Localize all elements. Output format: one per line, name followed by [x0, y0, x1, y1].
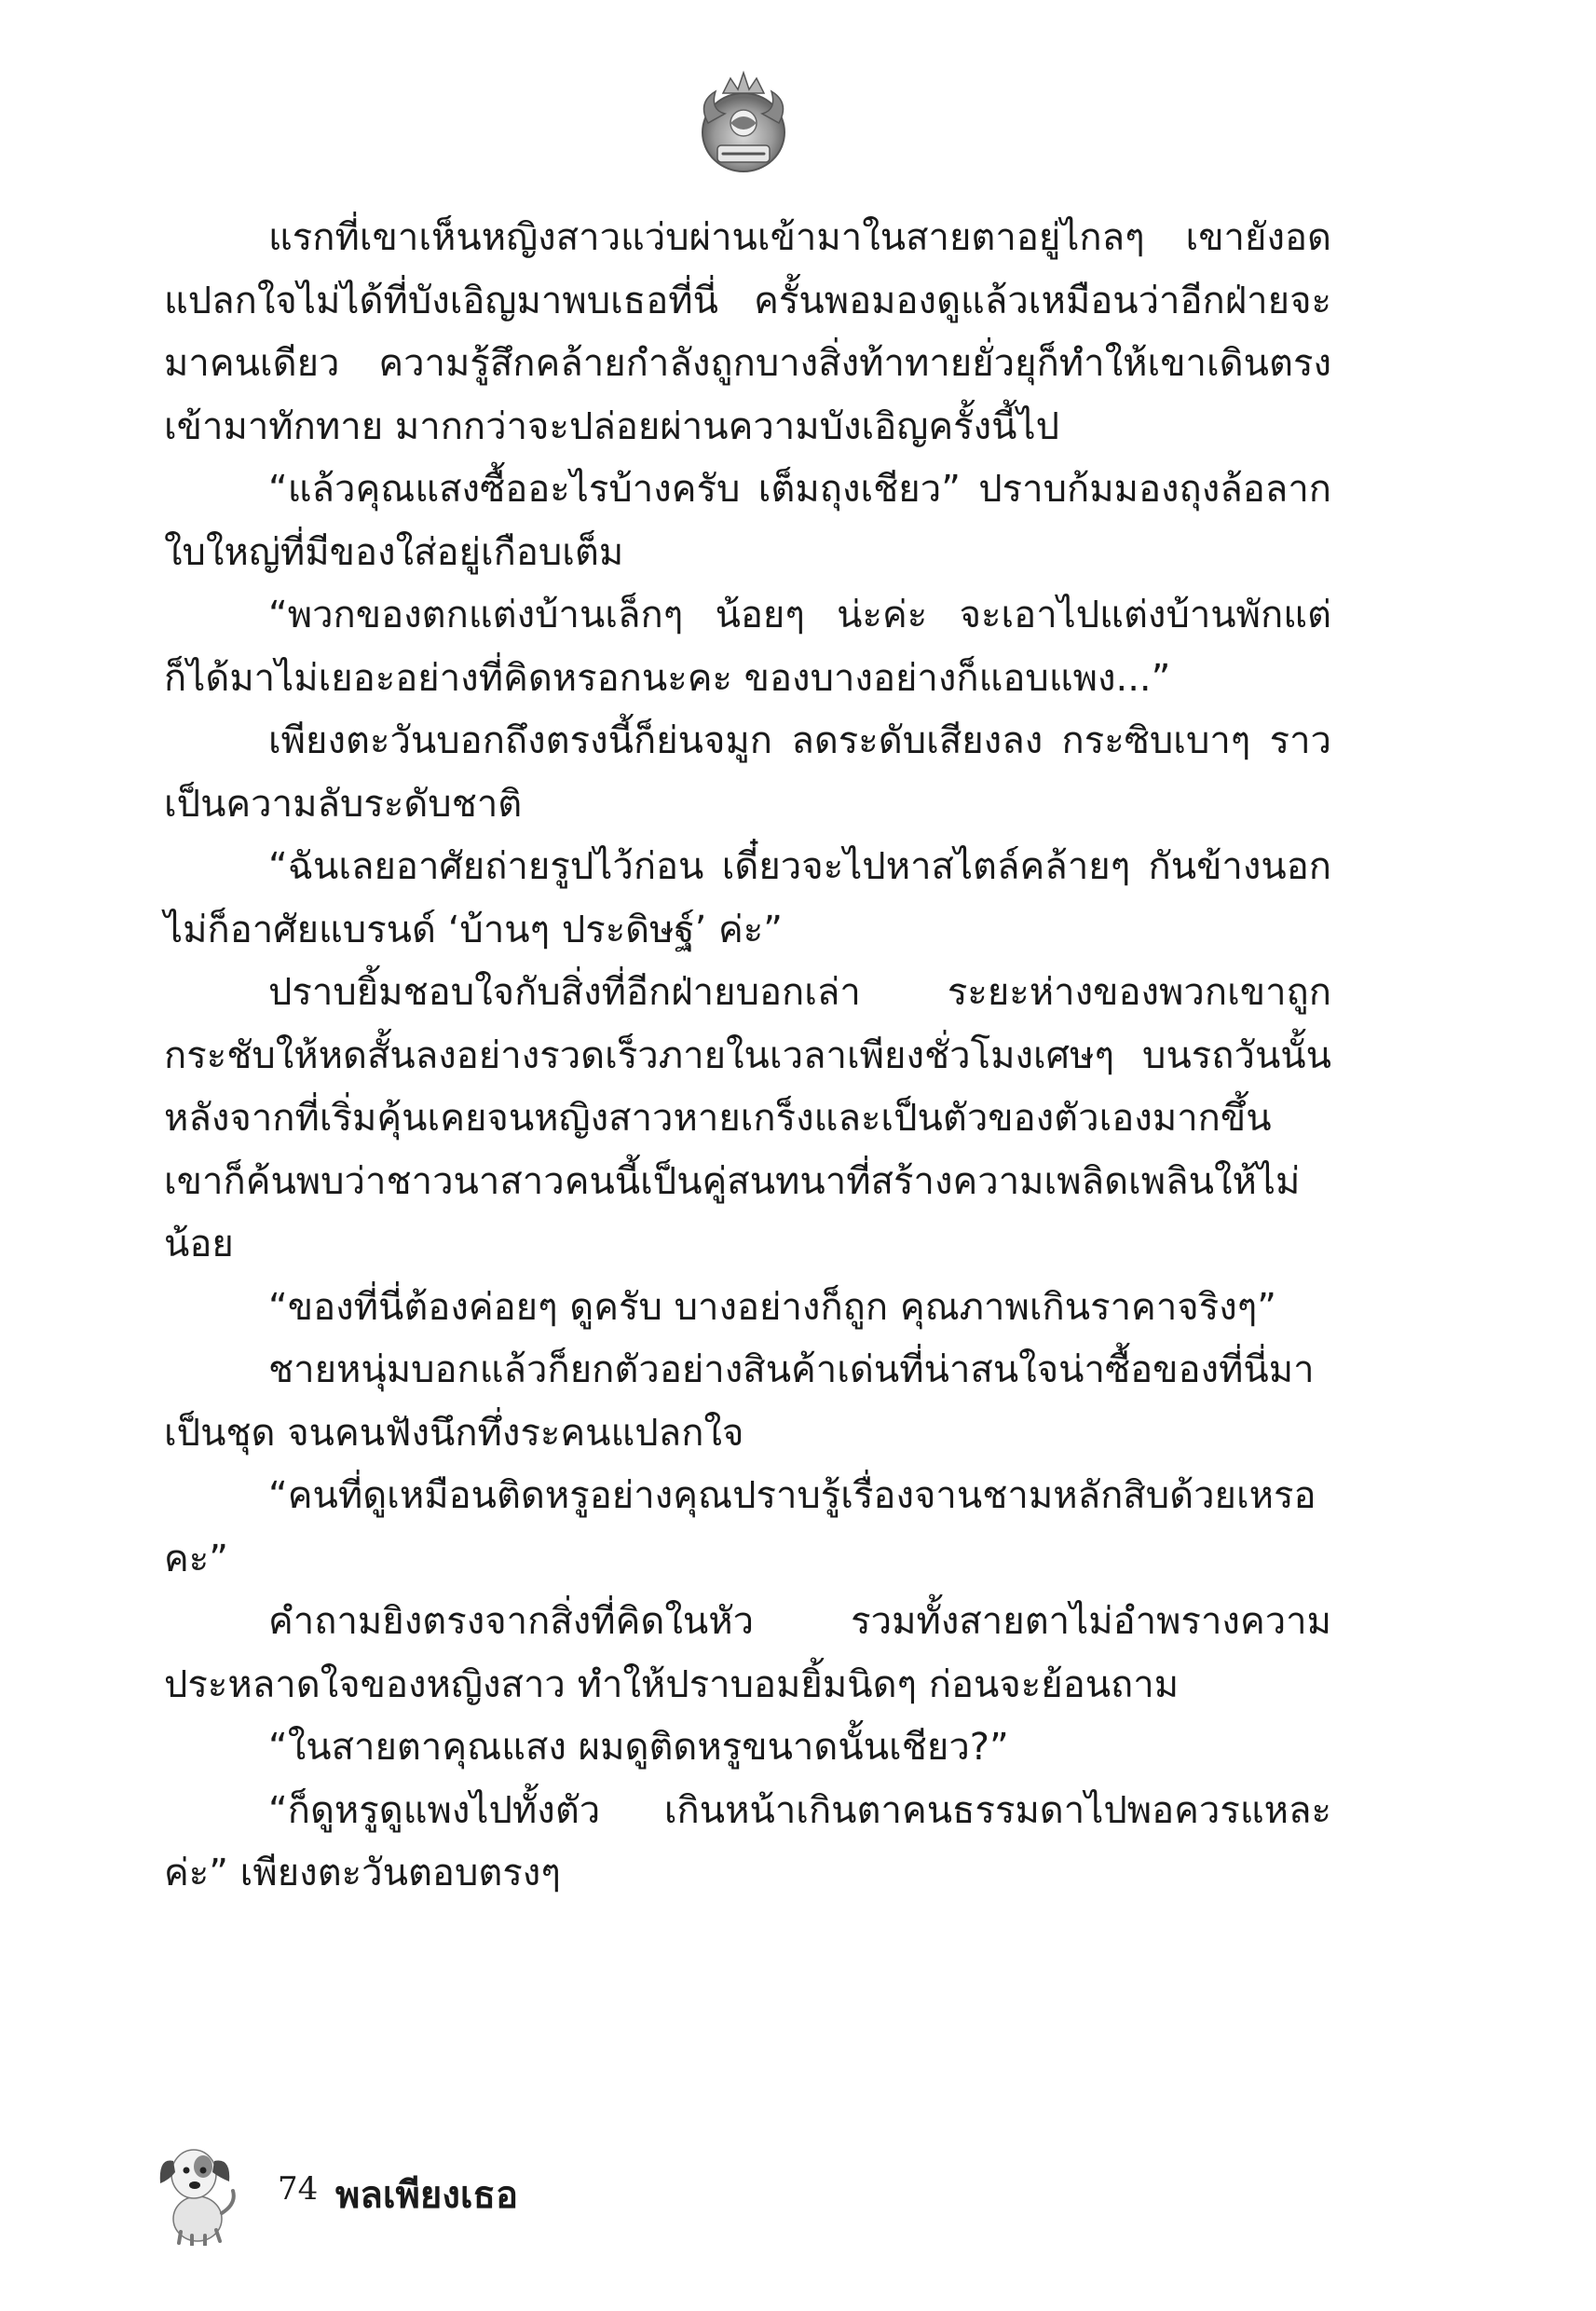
- paragraph: “ฉันเลยอาศัยถ่ายรูปไว้ก่อน เดี๋ยวจะไปหาสไตล์คล้ายๆ กันข้างนอก ไม่ก็อาศัยแบรนด์ ‘บ้านๆ ประดิษฐ์’ ค่ะ”: [164, 845, 1331, 951]
- page-footer: [149, 2129, 708, 2250]
- paragraph: ชายหนุ่มบอกแล้วก็ยกตัวอย่างสินค้าเด่นที่น่าสนใจน่าซื้อของที่นี่มาเป็นชุด จนคนฟังนึกทึ่งระคนแปลกใจ: [164, 1348, 1315, 1455]
- page-number: 74: [278, 2170, 319, 2208]
- story-body-text: [164, 207, 1331, 1906]
- paragraph: “ก็ดูหรูดูแพงไปทั้งตัว เกินหน้าเกินตาคนธรรมดาไปพอควรแหละค่ะ” เพียงตะวันตอบตรงๆ: [164, 1788, 1331, 1894]
- paragraph: “ของที่นี่ต้องค่อยๆ ดูครับ บางอย่างก็ถูก คุณภาพเกินราคาจริงๆ”: [268, 1285, 1276, 1329]
- paragraph: “แล้วคุณแสงซื้ออะไรบ้างครับ เต็มถุงเชียว” ปราบก้มมองถุงล้อลากใบใหญ่ที่มีของใส่อยู่เกือบเต็ม: [164, 468, 1331, 574]
- paragraph: คำถามยิงตรงจากสิ่งที่คิดในหัว รวมทั้งสายตาไม่อำพรางความประหลาดใจของหญิงสาว ทำให้ปราบอมยิ้มนิดๆ ก่อนจะย้อนถาม: [164, 1600, 1331, 1706]
- paragraph: เพียงตะวันบอกถึงตรงนี้ก็ย่นจมูก ลดระดับเสียงลง กระซิบเบาๆ ราวเป็นความลับระดับชาติ: [164, 719, 1331, 826]
- paragraph: ปราบยิ้มชอบใจกับสิ่งที่อีกฝ่ายบอกเล่า ระยะห่างของพวกเขาถูกกระชับให้หดสั้นลงอย่างรวดเร็วภายในเวลาเพียงชั่วโมงเศษๆ บนรถวันนั้น หลังจากที่เริ่มคุ้นเคยจนหญิงสาวหายเกร็งและเป็นตัวของตัวเองมากขึ้น เขาก็ค้นพบว่าชาวนาสาวคนนี้เป็นคู่สนทนาที่สร้างความเพลิดเพลินให้ไม่น้อย: [164, 971, 1331, 1265]
- paragraph: “พวกของตกแต่งบ้านเล็กๆ น้อยๆ น่ะค่ะ จะเอาไปแต่งบ้านพักแต่ก็ได้มาไม่เยอะอย่างที่คิดหรอกนะคะ ของบางอย่างก็แอบแพง...”: [164, 594, 1331, 700]
- paragraph: “คนที่ดูเหมือนติดหรูอย่างคุณปราบรู้เรื่องจานชามหลักสิบด้วยเหรอคะ”: [164, 1474, 1316, 1580]
- decorative-crest-logo-icon: [688, 65, 799, 179]
- book-title: พลเพียงเธอ: [335, 2174, 518, 2217]
- paragraph: แรกที่เขาเห็นหญิงสาวแว่บผ่านเข้ามาในสายตาอยู่ไกลๆ เขายังอดแปลกใจไม่ได้ที่บังเอิญมาพบเธอที่นี่ ครั้นพอมองดูแล้วเหมือนว่าอีกฝ่ายจะมาคนเดียว ความรู้สึกคล้ายกำลังถูกบางสิ่งท้าทายยั่วยุก็ทำให้เขาเดินตรงเข้ามาทักทาย มากกว่าจะปล่อยผ่านความบังเอิญครั้งนี้ไป: [164, 216, 1331, 448]
- paragraph: “ในสายตาคุณแสง ผมดูติดหรูขนาดนั้นเชียว?”: [268, 1726, 1009, 1769]
- puppy-dog-icon: [149, 2129, 242, 2246]
